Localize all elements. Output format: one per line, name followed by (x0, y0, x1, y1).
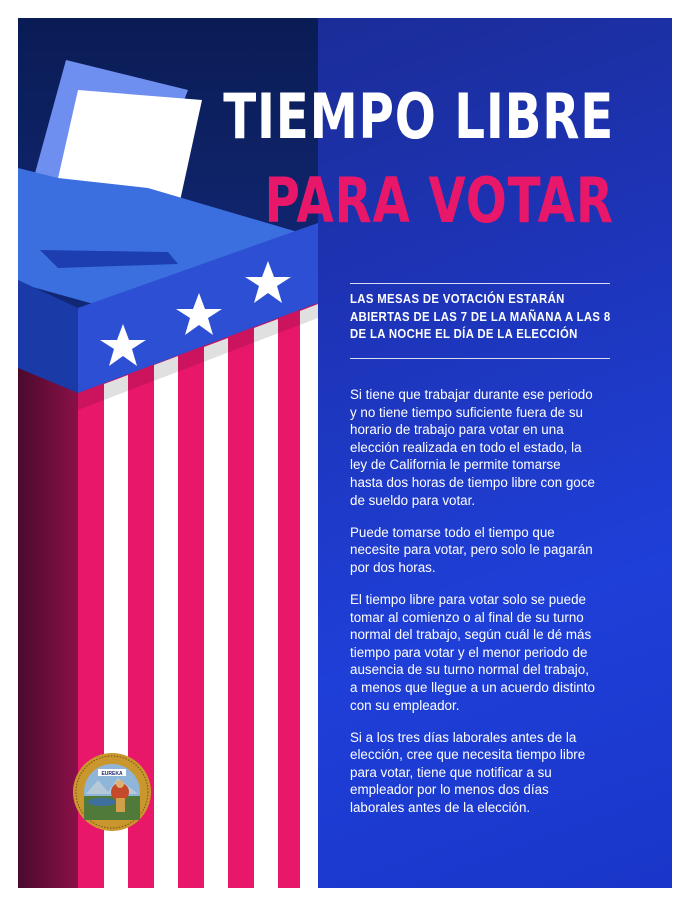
polling-hours-subhead: LAS MESAS DE VOTACIÓN ESTARÁN ABIERTAS DE LAS 7 DE LA MAÑANA A LAS 8 DE LA NOCHE EL DÍA DE LA ELECCIÓN (350, 292, 611, 341)
flag-stripe (154, 356, 178, 888)
paragraph: El tiempo libre para votar solo se puede tomar al comienzo o al final de su turno normal del trabajo, según cuál le dé más tiempo para votar y el menor periodo de ausencia de su turno normal del trabajo, a menos que llegue a un acuerdo distinto con su empleador. (350, 591, 595, 713)
divider-top (350, 283, 610, 284)
flag-stripe (300, 304, 318, 888)
poster (18, 18, 672, 888)
title-line-2: PARA VOTAR (264, 164, 614, 237)
paragraph: Puede tomarse todo el tiempo que necesite para votar, pero solo le pagarán por dos horas. (350, 524, 593, 575)
seal-motto: EUREKA (101, 771, 123, 777)
flag-stripe (254, 319, 278, 888)
california-state-seal (72, 752, 152, 832)
divider-bottom (350, 358, 610, 359)
paragraph: Si tiene que trabajar durante ese periodo y no tiene tiempo suficiente fuera de su horario de trabajo para votar en una elección realizada en todo el estado, la ley de California le permite tomarse hasta dos horas de tiempo libre con goce de sueldo para votar. (350, 387, 595, 508)
title-line-1: TIEMPO LIBRE (223, 80, 614, 153)
body-text (350, 386, 595, 831)
flag-stripe (204, 338, 228, 888)
ballot-box-side (18, 368, 78, 888)
paragraph: Si a los tres días laborales antes de la elección, cree que necesita tiempo libre para votar, tiene que notificar a su empleador por lo menos dos días laborales antes de la elección. (350, 729, 586, 815)
